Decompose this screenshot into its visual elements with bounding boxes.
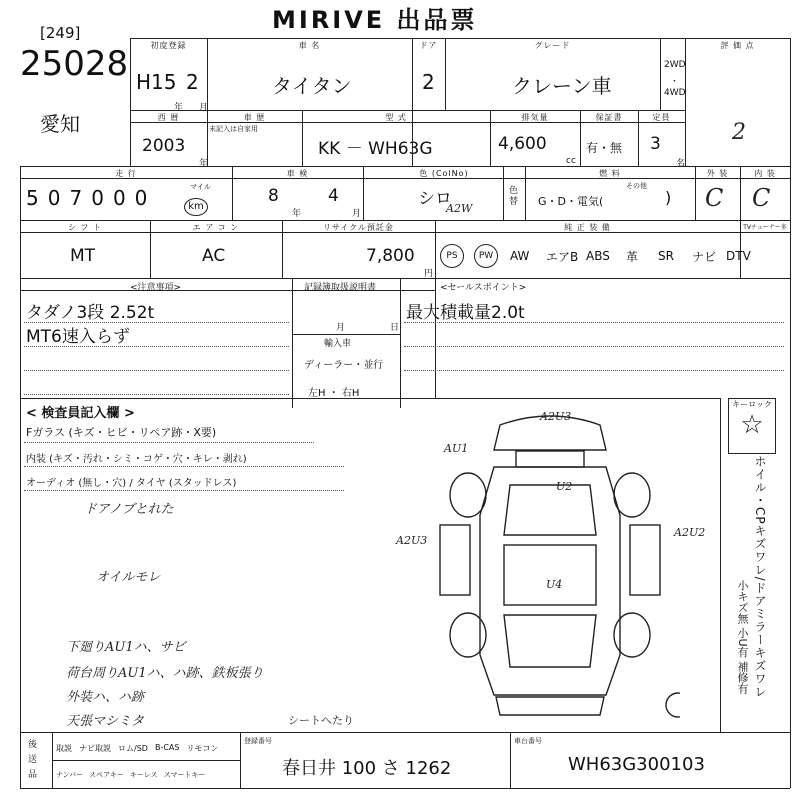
mileage-digit: 0 bbox=[134, 186, 157, 210]
model-label: 型 式 bbox=[385, 113, 407, 122]
km-unit: km bbox=[184, 198, 208, 216]
recycle-label: リサイクル預託金 bbox=[323, 223, 394, 232]
keylock-label: キーロック bbox=[732, 400, 772, 409]
notes-label: <注意事項> bbox=[130, 283, 182, 293]
mileage-label: 走 行 bbox=[115, 169, 137, 178]
manual-label: 記録簿取扱説明書 bbox=[304, 283, 377, 293]
mileage-digit: 5 bbox=[26, 186, 48, 210]
reg-number: 春日井 100 さ 1262 bbox=[282, 758, 452, 779]
equip-abs: ABS bbox=[586, 249, 610, 263]
hand-note-5: 外装ハ、ハ跡 bbox=[66, 690, 145, 705]
first-reg-era: H15 bbox=[136, 70, 177, 94]
exterior-value: C bbox=[705, 184, 724, 212]
hand-note-6: 天張マシミタ bbox=[66, 714, 145, 729]
equip-pw: PW bbox=[474, 244, 510, 268]
inspector-line-2: 内装 (キズ・汚れ・シミ・コゲ・穴・キレ・剥れ) bbox=[26, 454, 247, 465]
diagram-mark-bottom: U4 bbox=[546, 578, 563, 591]
fuel-label: 燃 料 bbox=[599, 169, 621, 178]
hand-note-4: 荷台周りAU1ハ、ハ跡、鉄板張り bbox=[66, 666, 264, 681]
equip-ps: PS bbox=[440, 244, 474, 268]
inspection-year-value: 8 bbox=[268, 186, 279, 206]
drive-2wd: 2WD bbox=[664, 60, 686, 70]
equip-dtv: DTV bbox=[726, 249, 751, 263]
form-title: MIRIVE 出品票 bbox=[272, 6, 478, 34]
first-reg-label: 初度登録 bbox=[150, 41, 187, 50]
inspection-label: 車 検 bbox=[286, 169, 309, 178]
mileage-digit: 0 bbox=[47, 186, 70, 210]
year-unit: 年 bbox=[174, 103, 184, 113]
hand-note-3: 下廻りAU1ハ、サビ bbox=[66, 640, 186, 655]
notes-line-1: タダノ3段 2.52t bbox=[26, 303, 155, 323]
month-unit: 月 bbox=[199, 103, 209, 113]
color-label: 色 (ColNo) bbox=[419, 169, 469, 178]
fuel-other-label: その他 bbox=[626, 182, 647, 190]
lot-bracket: [249] bbox=[40, 24, 81, 42]
color-code: A2W bbox=[446, 202, 473, 215]
fuel-close: ) bbox=[665, 188, 672, 207]
chassis-label: 車台番号 bbox=[514, 737, 542, 745]
year-unit-2: 年 bbox=[199, 159, 209, 169]
equip-airbag: エアB bbox=[546, 249, 579, 264]
chassis-number: WH63G300103 bbox=[568, 754, 705, 775]
equip-leather: 革 bbox=[626, 249, 639, 264]
yen-unit: 円 bbox=[424, 269, 434, 279]
grade-value: クレーン車 bbox=[512, 74, 612, 98]
grade-label: グレード bbox=[534, 41, 571, 50]
displacement-label: 排気量 bbox=[521, 113, 549, 122]
drive-4wd: 4WD bbox=[664, 88, 686, 98]
item-smart-key: スマートキー bbox=[163, 771, 206, 779]
western-year-label: 西 暦 bbox=[157, 113, 180, 122]
side-legend-sub: 小キズ無 小U有 補修有 bbox=[736, 580, 749, 695]
seats-label: 定員 bbox=[652, 113, 671, 122]
interior-value: C bbox=[752, 184, 771, 212]
warranty-value: 有・無 bbox=[586, 141, 623, 155]
doors-label: ドア bbox=[419, 41, 438, 50]
import-label: 輸入車 bbox=[324, 339, 352, 349]
equip-aw: AW bbox=[510, 249, 530, 263]
displacement-value: 4,600 bbox=[498, 134, 547, 154]
color-swap-label: 色替 bbox=[509, 186, 519, 207]
mileage-digit: 7 bbox=[69, 186, 92, 210]
car-history-note: 未記入は自家用 bbox=[209, 125, 258, 133]
diagram-mark-left-top: AU1 bbox=[444, 442, 469, 455]
mileage-digit: 0 bbox=[112, 186, 135, 210]
warranty-label: 保証書 bbox=[595, 113, 623, 122]
item-bcas: B-CAS bbox=[154, 743, 180, 752]
equip-sr: SR bbox=[658, 249, 674, 263]
item-remote: リモコン bbox=[186, 744, 219, 753]
reg-number-label: 登録番号 bbox=[244, 737, 272, 745]
dealer-option: ディーラー・並行 bbox=[304, 360, 384, 371]
model-value: KK － WH63G bbox=[318, 139, 433, 159]
seats-value: 3 bbox=[650, 134, 661, 154]
notes-line-2: MT6速入らず bbox=[26, 327, 130, 347]
hand-note-1: ドアノブとれた bbox=[84, 502, 174, 517]
selling-label: <セールスポイント> bbox=[440, 283, 527, 293]
footer-row-label: 後 送 品 bbox=[28, 740, 38, 780]
mileage-digits bbox=[26, 186, 156, 210]
star-icon: ☆ bbox=[740, 410, 764, 440]
persons-unit: 名 bbox=[676, 159, 686, 169]
item-spare-key: スペアキー bbox=[89, 771, 124, 779]
cc-unit: cc bbox=[566, 156, 576, 166]
car-name-value: タイタン bbox=[272, 74, 352, 98]
item-manual: 取説 bbox=[56, 744, 72, 753]
aircon-value: AC bbox=[202, 246, 226, 266]
notes-month: 月 bbox=[336, 323, 346, 333]
diagram-mark-top: A2U3 bbox=[540, 410, 572, 423]
rating-label: 評 価 点 bbox=[720, 41, 755, 50]
tuner-label: TVチューナー多 bbox=[743, 224, 787, 231]
car-name-label: 車 名 bbox=[298, 41, 321, 50]
footer-items-top bbox=[56, 743, 218, 754]
lot-number: 25028 bbox=[20, 44, 129, 84]
shift-label: シ フ ト bbox=[67, 223, 103, 232]
notes-day: 日 bbox=[390, 323, 400, 333]
rating-value: 2 bbox=[732, 120, 746, 145]
handle-option: 左H ・ 右H bbox=[308, 388, 360, 399]
doors-value: 2 bbox=[422, 70, 435, 94]
drive-dot: ・ bbox=[670, 77, 680, 87]
region: 愛知 bbox=[40, 112, 80, 136]
inspection-month-value: 4 bbox=[328, 186, 339, 206]
shift-value: MT bbox=[70, 246, 96, 266]
inspector-line-3: オーディオ (無し・穴) / タイヤ (スタッドレス) bbox=[26, 478, 237, 489]
inspector-title: < 検査員記入欄 > bbox=[26, 406, 135, 421]
item-keyless: キーレス bbox=[129, 771, 158, 779]
keylock-box bbox=[728, 398, 776, 454]
inspection-month-unit: 月 bbox=[352, 209, 362, 219]
exterior-label: 外 装 bbox=[706, 169, 729, 178]
interior-label: 内 装 bbox=[754, 169, 776, 178]
diagram-mark-center: U2 bbox=[556, 480, 573, 493]
aircon-label: エ ア コ ン bbox=[192, 223, 240, 232]
inspection-year-unit: 年 bbox=[292, 209, 302, 219]
diagram-mark-right: A2U2 bbox=[674, 526, 706, 539]
mile-unit: マイル bbox=[190, 183, 211, 191]
footer-items-bottom bbox=[56, 770, 205, 780]
car-history-label: 車 歴 bbox=[243, 113, 266, 122]
western-year-value: 2003 bbox=[142, 136, 186, 156]
inspector-line-1: Fガラス (キズ・ヒビ・リペア跡・X要) bbox=[26, 426, 217, 439]
seat-note: シートへたり bbox=[288, 714, 354, 727]
item-navi-manual: ナビ取説 bbox=[79, 744, 111, 753]
selling-point: 最大積載量2.0t bbox=[406, 303, 525, 323]
equipment-list bbox=[440, 244, 790, 268]
first-reg-month: 2 bbox=[186, 70, 199, 94]
side-legend: ホイル・CPキズワレ/ドアミラーキズワレ bbox=[753, 455, 767, 699]
equipment-label: 純 正 装 備 bbox=[564, 223, 611, 232]
color-value: シロ bbox=[418, 189, 452, 209]
mileage-digit: 0 bbox=[91, 186, 113, 210]
item-rom-sd: ロム/SD bbox=[118, 744, 148, 753]
equip-navi: ナビ bbox=[692, 249, 717, 264]
item-plate: ナンバー bbox=[56, 771, 84, 779]
diagram-mark-left: A2U3 bbox=[396, 534, 428, 547]
recycle-value: 7,800 bbox=[366, 246, 415, 266]
hand-note-2: オイルモレ bbox=[96, 570, 161, 585]
fuel-options: G・D・電気( bbox=[538, 195, 604, 208]
